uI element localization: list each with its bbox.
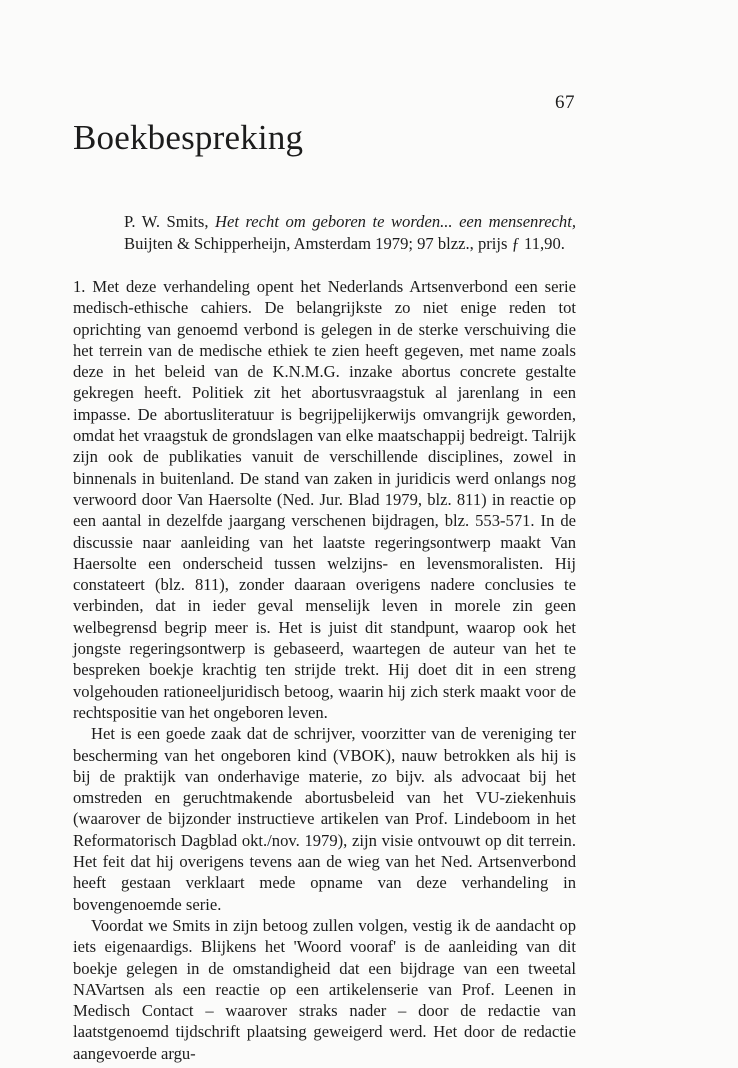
review-body: [73, 276, 576, 1064]
citation-book-title: Het recht om geboren te worden... een mensenrecht,: [215, 212, 576, 231]
paragraph: 1. Met deze verhandeling opent het Nederlands Artsenverbond een serie medisch-ethische cahiers. De belangrijkste zo niet enige reden tot oprichting van genoemd verbond is gelegen in de sterke verschuiving die het terrein van de medische ethiek te zien heeft gegeven, met name zoals deze in het beleid van de K.N.M.G. inzake abortus concrete gestalte gekregen heeft. Politiek zit het abortusvraagstuk al jarenlang in een impasse. De abortusliteratuur is begrijpelijkerwijs omvangrijk geworden, omdat het vraagstuk de grondslagen van elke maatschappij bedreigt. Talrijk zijn ook de publikaties vanuit de verschillende disciplines, zowel in binnenals in buitenland. De stand van zaken in juridicis werd onlangs nog verwoord door Van Haersolte (Ned. Jur. Blad 1979, blz. 811) in reactie op een aantal in dezelfde jaargang verschenen bijdragen, blz. 553-571. In de discussie naar aanleiding van het laatste regeringsontwerp maakt Van Haersolte een onderscheid tussen welzijns- en levensmoralisten. Hij constateert (blz. 811), zonder daaraan overigens nadere conclusies te verbinden, dat in ieder geval menselijk leven in morele zin geen welbegrensd begrip meer is. Het is juist dit standpunt, waarop ook het jongste regeringsontwerp is gebaseerd, waartegen de auteur van het te bespreken boekje krachtig ten strijde trekt. Hij doet dit in een streng volgehouden rationeeljuridisch betoog, waarin hij zich sterk maakt voor de rechtspositie van het ongeboren leven.: [73, 277, 576, 722]
page-title: Boekbespreking: [73, 118, 304, 157]
citation-author: P. W. Smits,: [124, 212, 209, 231]
paragraph: Het is een goede zaak dat de schrijver, voorzitter van de vereniging ter bescherming van het ongeboren kind (VBOK), nauw betrokken als hij is bij de praktijk van onderhavige materie, zo bijv. als advocaat bij het omstreden en geruchtmakende abortusbeleid van het VU-ziekenhuis (waarover de bijzonder instructieve artikelen van Prof. Lindeboom in het Reformatorisch Dagblad okt./nov. 1979), zijn visie ontvouwt op dit terrein. Het feit dat hij overigens tevens aan de wieg van het Ned. Artsenverbond heeft gestaan verklaart mede opname van deze verhandeling in bovengenoemde serie.: [73, 724, 576, 914]
book-citation: [124, 211, 576, 254]
paragraph: Voordat we Smits in zijn betoog zullen volgen, vestig ik de aandacht op iets eigenaardigs. Blijkens het 'Woord vooraf' is de aanleiding van dit boekje gelegen in de omstandigheid dat een bijdrage van een tweetal NAVartsen als een reactie op een artikelenserie van Prof. Leenen in Medisch Contact – waarover straks nader – door de redactie van laatstgenoemd tijdschrift plaatsing geweigerd werd. Het door de redactie aangevoerde argu-: [73, 915, 576, 1063]
page-number: 67: [555, 92, 575, 113]
citation-publisher-info: Buijten & Schipperheijn, Amsterdam 1979; 97 blzz., prijs ƒ 11,90.: [124, 233, 565, 253]
